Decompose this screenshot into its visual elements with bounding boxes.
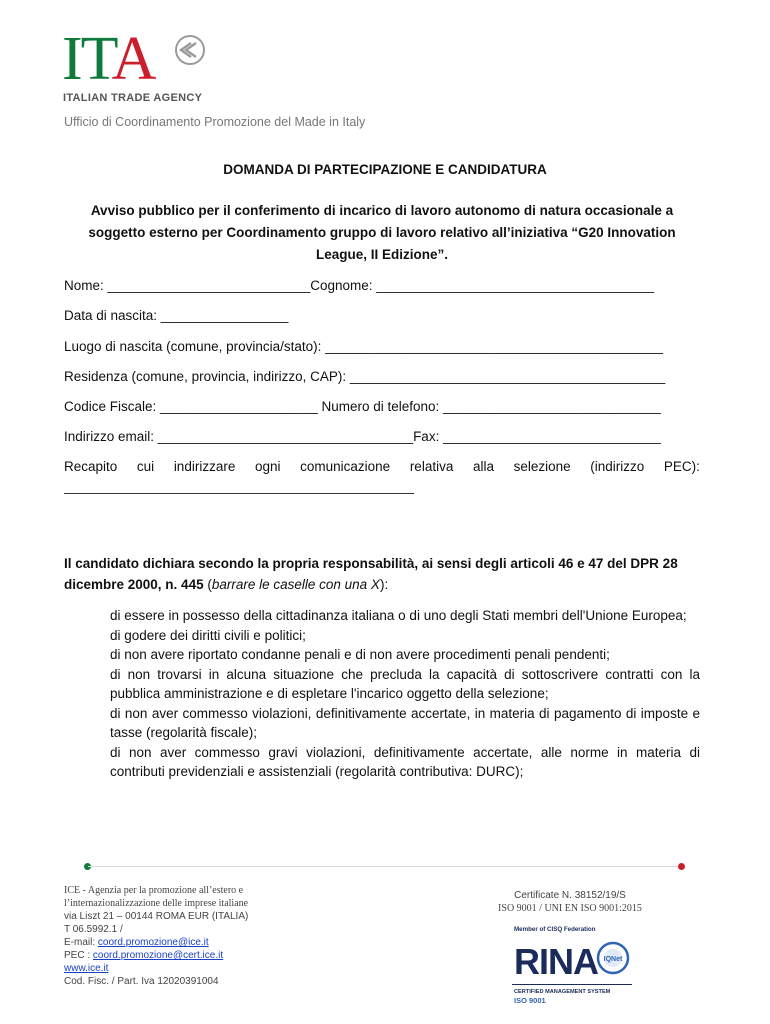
name-row	[64, 278, 654, 293]
recapito-row	[64, 459, 700, 474]
list-item	[64, 606, 700, 626]
recapito-word: alla	[472, 459, 494, 474]
notice-subject: Avviso pubblico per il conferimento di incarico di lavoro autonomo di natura occasionale a soggetto esterno per Coordinamento gruppo di lavoro relativo all’iniziativa “G20 Innovation League, II Edizione”.	[88, 203, 676, 262]
list-item	[64, 743, 700, 782]
list-item	[64, 645, 700, 665]
declaration-bold: Il candidato dichiara secondo la propria responsabilità, ai sensi degli articoli 46 e 47 del DPR 28 dicembre 2000, n. 445	[64, 556, 678, 592]
residence-field[interactable]: Residenza (comune, provincia, indirizzo, CAP): __________________________________________	[64, 369, 666, 384]
ita-logo	[62, 25, 212, 110]
list-item-text: di essere in possesso della cittadinanza italiana o di uno degli Stati membri dell'Unione Europea;	[110, 608, 687, 623]
rina-system-text: CERTIFIED MANAGEMENT SYSTEM	[514, 989, 611, 995]
footer-line: ICE - Agenzia per la promozione all’estero e	[64, 885, 244, 896]
email-label: E-mail:	[64, 937, 98, 948]
email-fax-row	[64, 429, 661, 444]
list-item	[64, 626, 700, 646]
website-link[interactable]: www.ice.it	[64, 963, 109, 974]
rina-certification-logo	[512, 922, 632, 1014]
recapito-word: (indirizzo	[590, 459, 645, 474]
birth-date-field[interactable]: Data di nascita: _________________	[64, 308, 289, 323]
fiscal-phone-row	[64, 399, 661, 414]
footer-fiscal: Cod. Fisc. / Part. Iva 12020391004	[64, 976, 219, 987]
footer-email-row	[64, 936, 248, 949]
rina-member-text: Member of CISQ Federation	[514, 926, 596, 933]
fax-field[interactable]: Fax: _____________________________	[413, 429, 661, 444]
codice-fiscale-field[interactable]: Codice Fiscale: _____________________	[64, 399, 318, 414]
red-dot-icon	[678, 863, 685, 870]
recapito-word: cui	[136, 459, 155, 474]
list-item	[64, 665, 700, 704]
list-item	[64, 704, 700, 743]
recapito-word: relativa	[409, 459, 454, 474]
birth-place-field[interactable]: Luogo di nascita (comune, provincia/stato): _____________________________________________	[64, 339, 664, 354]
ita-arrow-mark-icon	[174, 34, 206, 66]
footer-phone: T 06.5992.1 /	[64, 924, 123, 935]
footer-line: l’internazionalizzazione delle imprese italiane	[64, 898, 249, 909]
cognome-field[interactable]: Cognome: _____________________________________	[310, 278, 655, 293]
declaration-list	[64, 606, 700, 782]
list-item-text: di non aver commesso gravi violazioni, definitivamente accertate, alle norme in materia di contributi previdenziali e assistenziali (regolarità contributiva: DURC);	[110, 744, 700, 779]
email-field[interactable]: Indirizzo email: __________________________________	[64, 429, 414, 444]
pec-address-field[interactable]	[64, 493, 414, 494]
recapito-word: PEC):	[663, 459, 700, 474]
recapito-word: selezione	[513, 459, 571, 474]
recapito-word: indirizzare	[173, 459, 236, 474]
recapito-word: Recapito	[64, 459, 118, 474]
declaration-instruction: barrare le caselle con una X	[211, 577, 380, 592]
declaration-heading	[64, 553, 700, 595]
rina-iso-text: ISO 9001	[514, 996, 546, 1005]
pec-label: PEC :	[64, 950, 93, 961]
email-link[interactable]: coord.promozione@ice.it	[97, 937, 209, 948]
rina-name-text: RINA	[514, 941, 598, 982]
footer-divider	[88, 866, 682, 867]
iqnet-text: IQNet	[603, 956, 623, 963]
certification-info	[470, 889, 670, 915]
logo-wordmark: ITA	[62, 25, 155, 93]
nome-field[interactable]: Nome: ___________________________	[64, 278, 311, 293]
list-item-text: di godere dei diritti civili e politici;	[110, 627, 306, 643]
footer-address: via Liszt 21 – 00144 ROMA EUR (ITALIA)	[64, 911, 249, 922]
office-name: Ufficio di Coordinamento Promozione del Made in Italy	[64, 115, 366, 129]
phone-field[interactable]: Numero di telefono: _____________________________	[321, 399, 661, 414]
list-item-text: di non trovarsi in alcuna situazione che precluda la capacità di sottoscrivere contratti con la pubblica amministrazione e di espletare l'incarico oggetto della selezione;	[110, 666, 700, 701]
pec-link[interactable]: coord.promozione@cert.ice.it	[92, 950, 224, 961]
recapito-word: ogni	[254, 459, 281, 474]
recapito-word: comunicazione	[300, 459, 391, 474]
declaration-close: ):	[379, 577, 389, 592]
list-item-text: di non avere riportato condanne penali e di non avere procedimenti penali pendenti;	[110, 647, 610, 662]
certificate-number: Certificate N. 38152/19/S	[514, 890, 626, 901]
footer-contact	[64, 884, 248, 988]
document-title: DOMANDA DI PARTECIPAZIONE E CANDIDATURA	[223, 162, 547, 177]
footer-pec-row	[64, 949, 248, 962]
declaration-paren: (	[203, 577, 212, 592]
list-item-text: di non aver commesso violazioni, definitivamente accertate, in materia di pagamento di imposte e tasse (regolarità fiscale);	[110, 705, 700, 740]
certificate-standard: ISO 9001 / UNI EN ISO 9001:2015	[498, 903, 642, 914]
footer-web-row	[64, 962, 248, 975]
agency-name: ITALIAN TRADE AGENCY	[63, 92, 203, 104]
